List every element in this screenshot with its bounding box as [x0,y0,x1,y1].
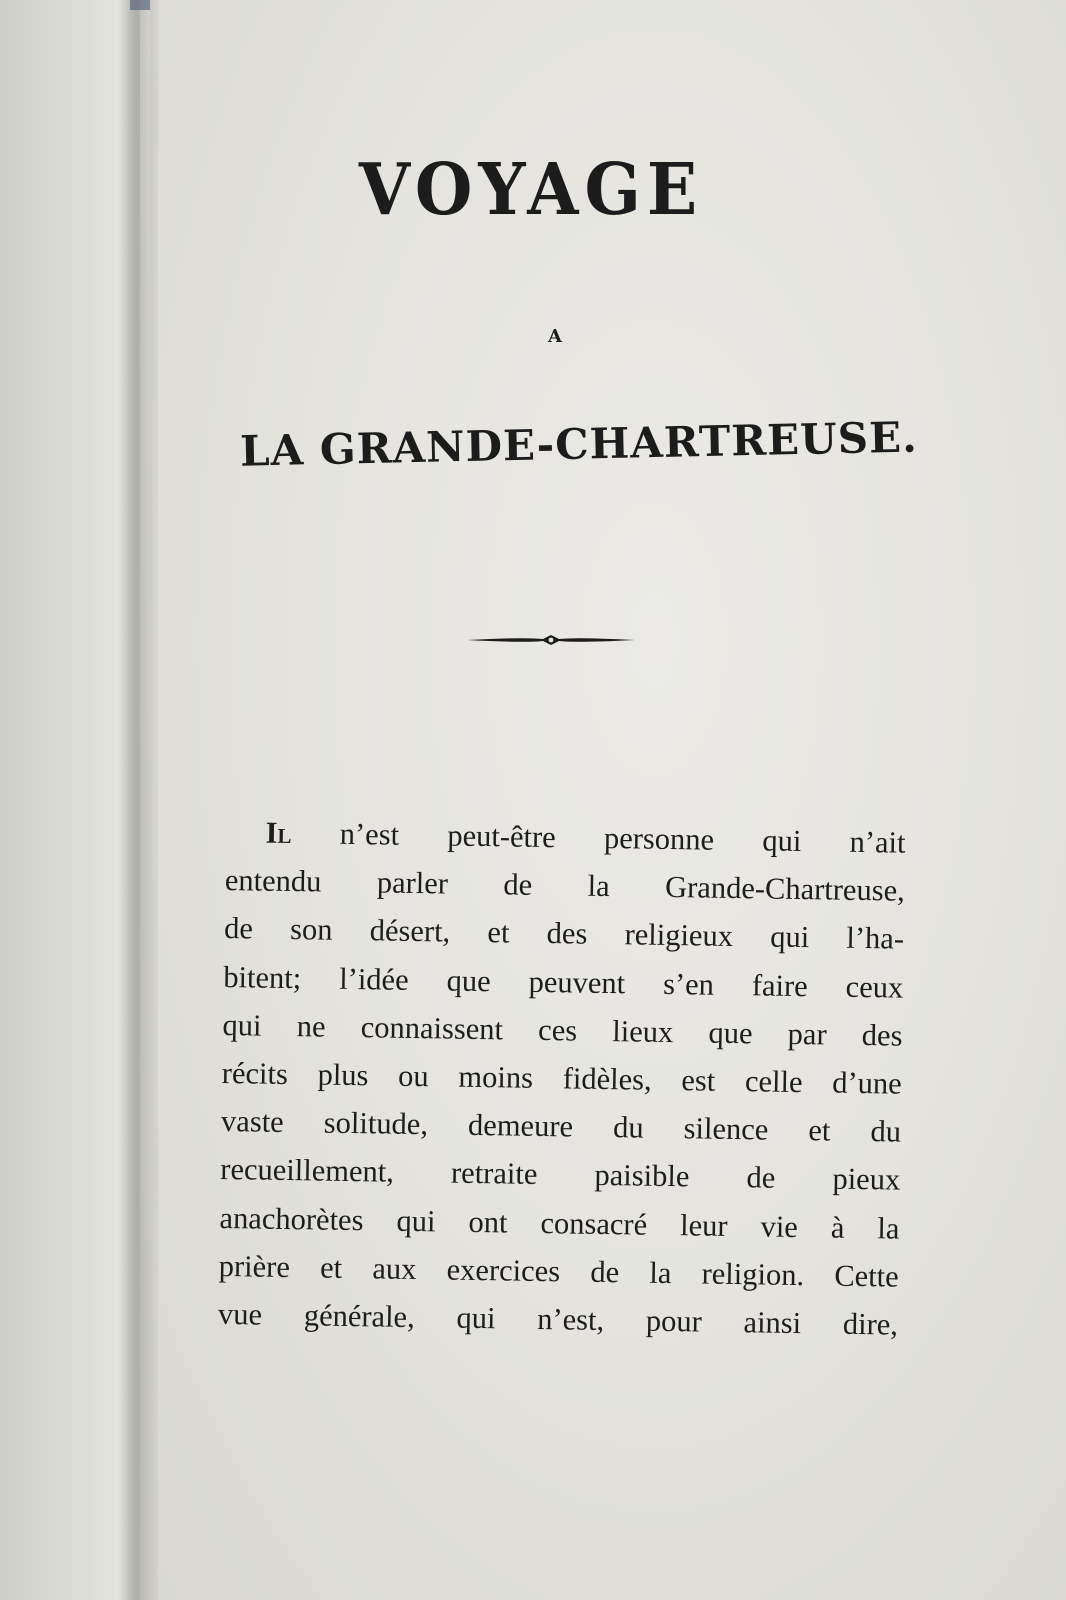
body-paragraph [218,808,906,1349]
text-line: recueillement, retraite paisible de pieux [220,1152,901,1198]
text-line: vaste solitude, demeure du silence et du [220,1104,902,1149]
text-line: prière et aux exercices de la religion. Cette [218,1248,899,1294]
text-line: récits plus ou moins fidèles, est celle d’une [221,1055,903,1101]
text-line: qui ne connaissent ces lieux que par des [222,1007,903,1053]
page-gutter-shadow [118,0,158,1600]
text-line: anachorètes qui ont consacré leur vie à la [219,1200,900,1246]
text-line: entendu parler de la Grande-Chartreuse, [224,863,906,908]
decorative-rule-ornament-icon [465,630,637,650]
text-line: bitent; l’idée que peuvent s’en faire ceux [223,959,904,1005]
page-title: VOYAGE [358,146,704,232]
page-subtitle: LA GRANDE-CHARTREUSE. [239,412,919,476]
drop-word: Il [265,815,292,851]
text-line: vue générale, qui n’est, pour ainsi dire, [217,1296,899,1342]
title-connector: A [548,326,562,347]
right-page [150,0,1066,1600]
text-line: de son désert, et des religieux qui l’ha- [223,911,905,957]
text-line: Il n’est peut-être personne qui n’ait [265,815,906,860]
